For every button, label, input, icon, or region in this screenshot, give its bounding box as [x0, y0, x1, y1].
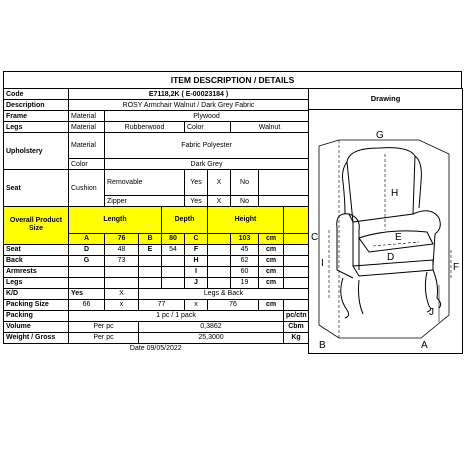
- dim-label-h: H: [391, 188, 399, 199]
- depth-header: Depth: [162, 207, 208, 233]
- packing-size-unit: cm: [259, 299, 284, 310]
- removable-x: X: [208, 170, 231, 196]
- seat-d-value: 48: [105, 244, 139, 255]
- weight-label: Weight / Gross: [4, 332, 69, 343]
- dim-label-c: C: [311, 232, 319, 243]
- upholstery-color-label: Color: [69, 159, 105, 170]
- frame-value: Plywood: [105, 111, 309, 122]
- volume-per: Per pc: [69, 321, 139, 332]
- weight-unit: Kg: [284, 332, 309, 343]
- dim-label-e: E: [395, 232, 402, 243]
- dim-a-label: A: [69, 233, 105, 244]
- back-label: Back: [4, 255, 69, 266]
- spec-table: [3, 88, 463, 354]
- volume-value: 0,3862: [139, 321, 284, 332]
- legs-color-label: Color: [185, 122, 231, 133]
- kd-value: Legs & Back: [139, 288, 309, 299]
- dim-label-j: J: [429, 307, 435, 318]
- dim-label-d: D: [387, 252, 395, 263]
- packing-size-x1: x: [105, 299, 139, 310]
- spec-sheet: [3, 71, 462, 354]
- seat-f-label: F: [185, 244, 208, 255]
- back-unit: cm: [259, 255, 284, 266]
- kd-x: X: [105, 288, 139, 299]
- packing-label: Packing: [4, 310, 69, 321]
- seat-d-label: D: [69, 244, 105, 255]
- seat-e-value: 54: [162, 244, 185, 255]
- packing-size-x2: x: [185, 299, 208, 310]
- seat-unit: cm: [259, 244, 284, 255]
- drawing-panel: [309, 89, 463, 354]
- packing-size-c: 76: [208, 299, 259, 310]
- description-label: Description: [4, 100, 69, 111]
- dim-c-value: 103: [231, 233, 259, 244]
- zipper-yes: Yes: [185, 196, 208, 207]
- seat-e-label: E: [139, 244, 162, 255]
- dim-a-value: 76: [105, 233, 139, 244]
- armrests-label: Armrests: [4, 266, 69, 277]
- weight-per: Per pc: [69, 332, 139, 343]
- date-text: Date 09/05/2022: [129, 345, 182, 352]
- drawing-label: Drawing: [309, 89, 462, 110]
- legs-label: Legs: [4, 122, 69, 133]
- dim-c-label: C: [185, 233, 208, 244]
- armrests-unit: cm: [259, 266, 284, 277]
- frame-label: Frame: [4, 111, 69, 122]
- armrests-i-label: I: [185, 266, 208, 277]
- zipper-x: X: [208, 196, 231, 207]
- back-h-label: H: [185, 255, 208, 266]
- armchair-drawing: [309, 110, 463, 350]
- seat-label: Seat: [4, 244, 69, 255]
- back-h-value: 62: [231, 255, 259, 266]
- seat-cushion-label: Seat: [4, 170, 69, 207]
- description-value: ROSY Armchair Walnut / Dark Grey Fabric: [69, 100, 309, 111]
- back-g-value: 73: [105, 255, 139, 266]
- packing-size-b: 77: [139, 299, 185, 310]
- dim-label-g: G: [376, 130, 384, 141]
- back-g-label: G: [69, 255, 105, 266]
- legs-sub: Material: [69, 122, 105, 133]
- dim-label-a: A: [421, 340, 428, 350]
- upholstery-material: Fabric Polyester: [105, 133, 309, 159]
- overall-size-label: Overall Product Size: [4, 207, 69, 244]
- volume-label: Volume: [4, 321, 69, 332]
- sheet-title: ITEM DESCRIPTION / DETAILS: [3, 71, 462, 88]
- upholstery-color: Dark Grey: [105, 159, 309, 170]
- legs-dim-label: Legs: [4, 277, 69, 288]
- frame-sub: Material: [69, 111, 105, 122]
- height-header: Height: [208, 207, 284, 233]
- removable-yes: Yes: [185, 170, 208, 196]
- removable-no: No: [231, 170, 259, 196]
- packing-size-label: Packing Size: [4, 299, 69, 310]
- zipper-label: Zipper: [105, 196, 185, 207]
- code-row: [4, 89, 463, 100]
- dim-b-value: 80: [162, 233, 185, 244]
- code-value: E7118,2K ( E-00023184 ): [69, 89, 309, 100]
- armrests-i-value: 60: [231, 266, 259, 277]
- packing-size-a: 66: [69, 299, 105, 310]
- upholstery-label: Upholstery: [4, 133, 69, 170]
- removable-label: Removable: [105, 170, 185, 196]
- kd-label: K/D: [4, 288, 69, 299]
- overall-unit: cm: [259, 233, 284, 244]
- upholstery-material-label: Material: [69, 133, 105, 159]
- code-label: Code: [4, 89, 69, 100]
- cushion-label: Cushion: [69, 170, 105, 207]
- packing-value: 1 pc / 1 pack: [69, 310, 284, 321]
- weight-value: 25,3000: [139, 332, 284, 343]
- legs-j-label: J: [185, 277, 208, 288]
- zipper-no: No: [231, 196, 259, 207]
- legs-color: Walnut: [231, 122, 309, 133]
- length-header: Length: [69, 207, 162, 233]
- seat-f-value: 45: [231, 244, 259, 255]
- legs-unit: cm: [259, 277, 284, 288]
- kd-yes: Yes: [69, 288, 105, 299]
- legs-j-value: 19: [231, 277, 259, 288]
- dim-label-i: I: [321, 258, 324, 269]
- legs-material: Rubberwood: [105, 122, 185, 133]
- dim-label-b: B: [319, 340, 326, 350]
- volume-unit: Cbm: [284, 321, 309, 332]
- dim-label-f: F: [453, 262, 460, 273]
- packing-unit: pc/ctn: [284, 310, 309, 321]
- dim-b-label: B: [139, 233, 162, 244]
